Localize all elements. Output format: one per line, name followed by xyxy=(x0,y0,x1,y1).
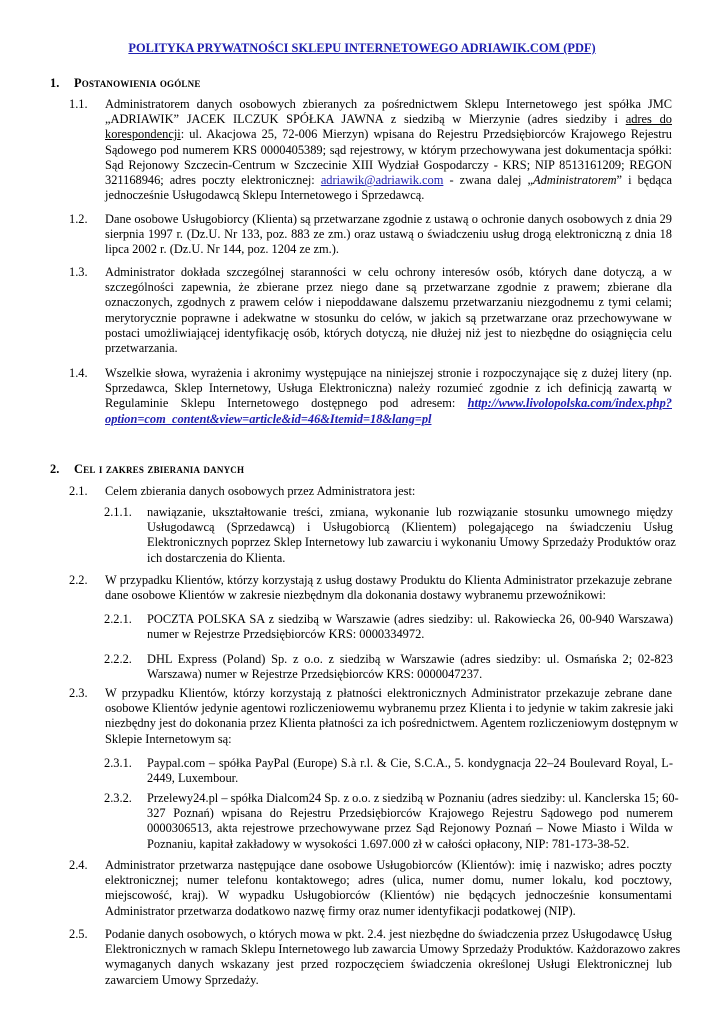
section-heading-1: 1. Postanowienia ogólne xyxy=(50,76,201,90)
document-page: POLITYKA PRYWATNOŚCI SKLEPU INTERNETOWEGO ADRIAWIK.COM (PDF) 1. Postanowienia ogólne 1.1. Administratorem danych osobowych zbieranych za pośrednictwem Sklepu Internetowego jest spółka JMC „ADRIAWIK” JACEK ILCZUK SPÓŁKA JAWNA z siedzibą w Mierzynie (adres siedziby i adres do korespondencji: ul. Akacjowa 25, 72-006 Mierzyn) wpisana do Rejestru Przedsiębiorców Krajowego Rejestru Sądowego pod numerem KRS 0000405389; sąd rejestrowy, w którym przechowywana jest dokumentacja spółki: Sąd Rejonowy Szczecin-Centrum w Szczecinie XIII Wydział Gospodarczy - KRS; NIP 8513161209; REGON 321168946; adres poczty elektronicznej: adriawik@adriawik.com - zwana dalej „Administratorem” i będąca jednocześnie Usługodawcą Sklepu Internetowego i Sprzedawcą. 1.2. Dane osobowe Usługobiorcy (Klienta) są przetwarzane zgodnie z ustawą o ochronie danych osobowych z dnia 29 sierpnia 1997 r. (Dz.U. Nr 133, poz. 883 ze zm.) oraz ustawą o świadczeniu usług drogą elektroniczną z dnia 18 lipca 2002 r. (Dz.U. Nr 144, poz. 1204 ze zm.). 1.3. Administrator dokłada szczególnej staranności w celu ochrony interesów osób, których dane dotyczą, a w szczególności zapewnia, że zbierane przez niego dane są przetwarzane zgodnie z prawem; zbierane dla oznaczonych, zgodnych z prawem celów i niepoddawane dalszemu przetwarzaniu niezgodnemu z tymi celami; merytorycznie poprawne i adekwatne w stosunku do celów, w jakich są przetwarzane oraz przechowywane w postaci umożliwiającej identyfikację osób, których dotyczą, nie dłużej niż jest to niezbędne do osiągnięcia celu przetwarzania. 1.4. Wszelkie słowa, wyrażenia i akronimy występujące na niniejszej stronie i rozpoczynające się z dużej litery (np. Sprzedawca, Sklep Internetowy, Usługa Elektroniczna) należy rozumieć zgodnie z ich definicją zawartą w Regulaminie Sklepu Internetowego dostępnego pod adresem: http://www.livolopolska.com/index.php? option=com_content&view=article&id=46&Itemid=18&lang=pl 2. Cel i zakres zbierania danych 2.1. Celem zbierania danych osobowych przez Administratora jest: 2.1.1. nawiązanie, ukształtowanie treści, zmiana, wykonanie lub rozwiązanie stosunku umownego między Usługodawcą (Sprzedawcą) i Usługobiorcą (Klientem) polegającego na świadczeniu Usług Elektronicznych poprzez Sklep Internetowy lub zawarciu i wykonaniu Umowy Sprzedaży Produktów oraz ich dostarczenia do Klienta. 2.2. W przypadku Klientów, którzy korzystają z usług dostawy Produktu do Klienta Administrator przekazuje zebrane dane osobowe Klientów w zakresie niezbędnym dla dokonania dostawy wybranemu przewoźnikowi: 2.2.1. POCZTA POLSKA SA z siedzibą w Warszawie (adres siedziby: ul. Rakowiecka 26, 00-940 Warszawa) numer w Rejestrze Przedsiębiorców KRS: 0000334972. 2.2.2. DHL Express (Poland) Sp. z o.o. z siedzibą w Warszawie (adres siedziby: ul. Osmańska 2; 02-823 Warszawa) numer w Rejestrze Przedsiębiorców KRS: 0000047237. 2.3. W przypadku Klientów, którzy korzystają z płatności elektronicznych Administrator przekazuje zebrane dane osobowe Klientów jedynie agentowi rozliczeniowemu wybranemu przez Klienta i to jedynie w takim zakresie jaki niezbędny jest do dokonania przez Klienta płatności za ich pośrednictwem. Agentem rozliczeniowym dostępnym w Sklepie Internetowym są: 2.3.1. Paypal.com – spółka PayPal (Europe) S.à r.l. & Cie, S.C.A., 5. kondygnacja 22–24 Boulevard Royal, L- 2449, Luxembour. 2.3.2. Przelewy24.pl – spółka Dialcom24 Sp. z o.o. z siedzibą w Poznaniu (adres siedziby: ul. Kanclerska 15; 60- 327 Poznań) wpisana do Rejestru Przedsiębiorców Krajowego Rejestru Sądowego pod numerem 0000306513, akta rejestrowe przechowywane przez Sąd Rejonowy Poznań – Nowe Miasto i Wilda w Poznaniu, kapitał zakładowy w wysokości 1.697.000 zł w całości opłacony, NIP: 781-173-38-52. 2.4. Administrator przetwarza następujące dane osobowe Usługobiorców (Klientów): imię i nazwisko; adres poczty elektronicznej; numer telefonu kontaktowego; adres (ulica, numer domu, numer lokalu, kod pocztowy, miejscowość, kraj). W wypadku Usługobiorców (Klientów) nie będących jednocześnie konsumentami Administrator przetwarza dodatkowo nazwę firmy oraz numer identyfikacji podatkowej (NIP). 2.5. Podanie danych osobowych, o których mowa w pkt. 2.4. jest niezbędne do świadczenia przez Usługodawcę Usług Elektronicznych w ramach Sklepu Internetowego lub zawarcia Umowy Sprzedaży Produktów. Każdorazowo zakres wymaganych danych wskazany jest przed rozpoczęciem świadczenia określonej Usługi Elektronicznej lub zawarciem Umowy Sprzedaży. xyxy=(0,0,724,1024)
document-title: POLITYKA PRYWATNOŚCI SKLEPU INTERNETOWEGO ADRIAWIK.COM (PDF) xyxy=(128,41,596,55)
regulamin-link-part1[interactable]: http://www.livolopolska.com/index.php? xyxy=(467,396,672,411)
section-heading-2: 2. Cel i zakres zbierania danych xyxy=(50,462,245,476)
email-link[interactable]: adriawik@adriawik.com xyxy=(320,173,444,188)
address-link-part2[interactable]: korespondencji xyxy=(105,127,181,142)
regulamin-link-part2[interactable]: option=com_content&view=article&id=46&Itemid=18&lang=pl xyxy=(105,411,432,426)
address-link-part1[interactable]: adres do xyxy=(625,112,672,127)
